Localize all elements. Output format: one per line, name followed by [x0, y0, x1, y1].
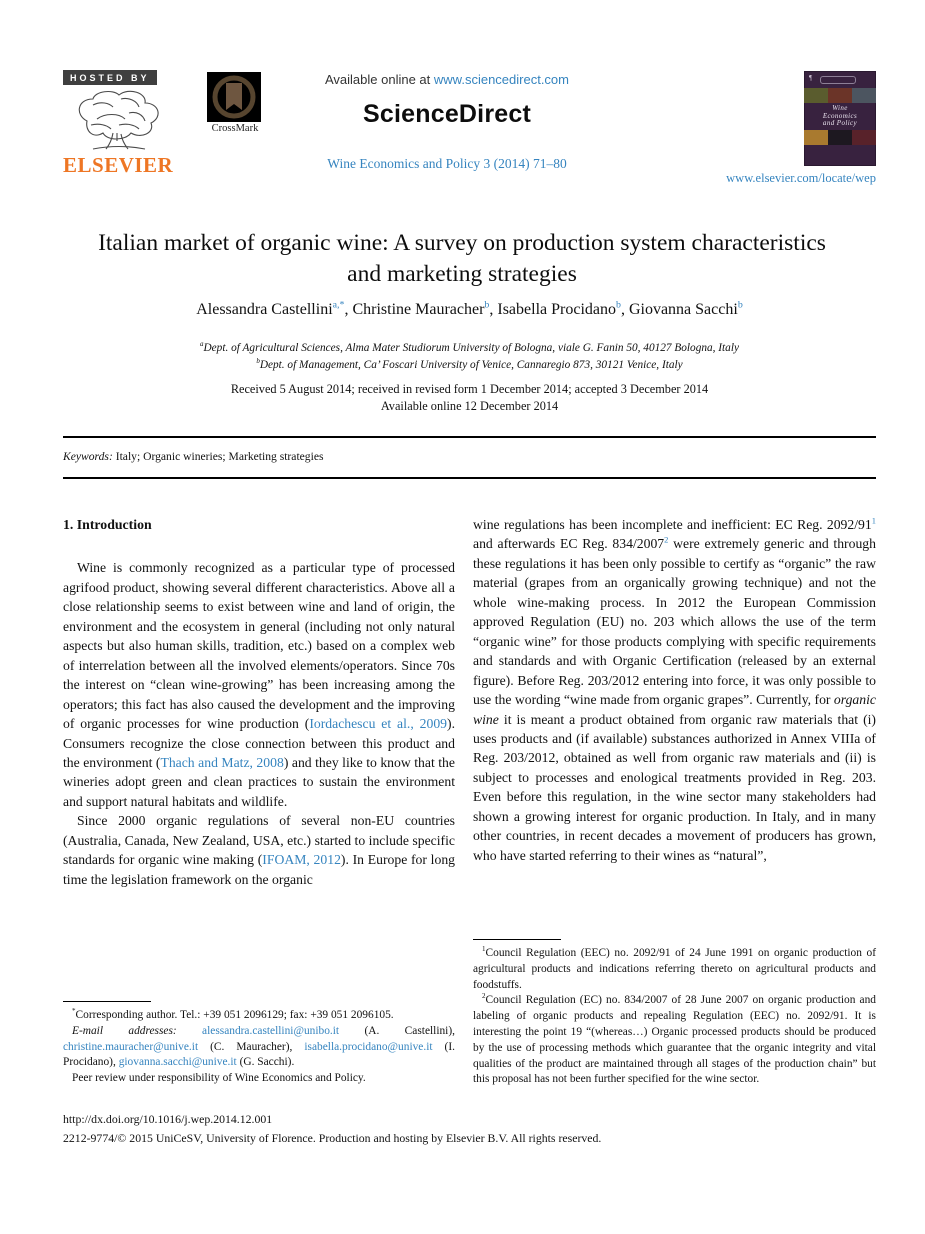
paragraph: Wine is commonly recognized as a particular type of processed agrifood product, showing several different characteristics. Above all a close relationship seems to exist between wine and land of origin, the environment and the ecosystem in general (including not only natural aspects but also human skills, tradition, etc.) based on a complex web of interrelation between all the involved elements/operators. Since 70s the interest on “clean wine-growing” has been increasing among the operators; this fact has also caused the development and the improving of organic processes for wine production (Iordachescu et al., 2009). Consumers recognize the close connection between this product and the environment (Thach and Matz, 2008) and they like to know that the wineries adopt green and clean practices to sustain the environment and support natural habitats and wildlife. — [63, 560, 456, 809]
article-history — [63, 381, 876, 415]
cover-title-line: Wine — [832, 104, 848, 113]
cover-title-line: Economics — [822, 111, 858, 120]
footnote-2: $^2$Council Regulation (EC) no. 834/2007 of 28 June 2007 on organic production and labeling of organic products and repealing Regulation (EEC) no. 2092/91. It is interesting the point 19 “(whereas…) Organic processed products should be produced by the use of processing methods which guarantee that the organic integrity and vital qualities of the product are maintained through all stages of the production chain” but this proposal has not been further specified for the wine sector. — [473, 992, 876, 1086]
footnote-rule — [63, 1001, 151, 1002]
journal-citation[interactable]: Wine Economics and Policy 3 (2014) 71–80 — [327, 156, 567, 171]
footnote-1: $^1$Council Regulation (EEC) no. 2092/91 of 24 June 1991 on organic production of agricultural products and indications referring thereto on agricultural products and foodstuffs. — [473, 945, 876, 991]
article-title: Italian market of organic wine: A survey on production system characteristics and marketing strategies — [98, 230, 826, 287]
crossmark-icon — [207, 72, 261, 122]
elsevier-logo-block — [63, 68, 183, 178]
keywords-top-rule — [63, 436, 876, 438]
cover-photo-strip-bottom — [804, 130, 876, 145]
header-center — [262, 72, 632, 129]
keywords-line: Keywords: Italy; Organic wineries; Marketing strategies — [63, 450, 324, 463]
body-column-left — [63, 515, 455, 889]
cover-title-line: and Policy — [822, 119, 858, 128]
peer-review-note: Peer review under responsibility of Wine Economics and Policy. — [72, 1072, 366, 1085]
hosted-by-label: HOSTED BY — [63, 70, 157, 85]
cover-pill-decoration — [820, 76, 856, 84]
footnote-block-left — [63, 1001, 455, 1087]
copyright-line: 2212-9774/© 2015 UniCeSV, University of Florence. Production and hosting by Elsevier B.V. All rights reserved. — [63, 1131, 602, 1145]
affiliation-a: $^a$Dept. of Agricultural Sciences, Alma Mater Studiorum University of Bologna, viale G. Fanin 50, 40127 Bologna, Italy — [200, 340, 739, 354]
cover-photo-strip-top — [804, 88, 876, 103]
corresponding-author-note: *Corresponding author. Tel.: +39 051 2096129; fax: +39 051 2096105. — [72, 1007, 394, 1021]
crossmark-badge[interactable] — [207, 72, 263, 134]
elsevier-wordmark: ELSEVIER — [63, 153, 174, 177]
keywords-bottom-rule — [63, 477, 876, 479]
cover-top-band — [804, 71, 876, 88]
received-dates: Received 5 August 2014; received in revised form 1 December 2014; accepted 3 December 2014 — [230, 382, 709, 396]
affiliations — [63, 340, 876, 374]
crossmark-label: CrossMark — [211, 123, 259, 134]
paragraph: Since 2000 organic regulations of several non-EU countries (Australia, Canada, New Zealand, USA, etc.) started to include specific standards for organic wine making (IFOAM, 2012). In Europe for long time the legislation framework on the organic — [63, 813, 456, 887]
elsevier-tree-icon — [63, 89, 175, 151]
email-addresses-note: E-mail addresses: alessandra.castellini@unibo.it (A. Castellini), christine.mauracher@unive.it (C. Mauracher), isabella.procidano@unive.it (I. Procidano), giovanna.sacchi@unive.it (G. Sacchi). — [63, 1024, 455, 1069]
affiliation-b: $^b$Dept. of Management, Ca’ Foscari University of Venice, Cannaregio 873, 30121 Venice, Italy — [256, 357, 683, 371]
available-online-date: Available online 12 December 2014 — [380, 399, 559, 413]
sciencedirect-wordmark: ScienceDirect — [363, 100, 531, 128]
body-column-right — [473, 515, 876, 865]
footnote-rule — [473, 939, 561, 940]
doi-link[interactable]: http://dx.doi.org/10.1016/j.wep.2014.12.001 — [63, 1112, 273, 1126]
journal-cover-image — [804, 71, 876, 166]
section-heading-introduction: 1. Introduction — [63, 517, 152, 532]
cover-publisher-glyph: ¶ — [809, 74, 813, 82]
available-online-line[interactable]: Available online at www.sciencedirect.com — [324, 72, 569, 87]
paragraph: wine regulations has been incomplete and inefficient: EC Reg. $2092/91^1$ and afterwards EC Reg. 834/2007$^2$ were extremely generic and through these regulations it has been only possible to certify as “organic” the raw material (grapes from an organically growing technique) and not the whole wine-making process. In 2012 the European Commission approved Regulation (EU) no. 203 which allows the use of the term “organic wine” for those products complying with specific requirements and standards and with Organic Certification (released by an external figure). Before Reg. 203/2012 entering into force, it was only possible to use the wording “wine made from organic grapes”. Currently, for organic wine it is meant a product obtained from organic raw materials that (i) uses products and (if available) substances authorized in Annex VIIIa of Reg. 203/2012, obtained as well from organic raw materials and (ii) is subject to processes and enological treatments provided in Reg. 203. Even before this regulation, in the wine sector many stakeholders had shown a growing interest for organic production. In Italy, and in many other countries, in recent decades a movement of producers has grown, who have started referring to their wines as “natural”, — [473, 515, 876, 863]
footnote-block-right — [473, 939, 876, 1088]
elsevier-locate-url[interactable]: www.elsevier.com/locate/wep — [726, 171, 876, 185]
cover-title — [804, 103, 876, 130]
author-line: Alessandra Castellini$^{a,*}$, Christine Mauracher$^b$, Isabella Procidano$^b$, Giovanna Sacchi$^b$ — [196, 299, 743, 318]
